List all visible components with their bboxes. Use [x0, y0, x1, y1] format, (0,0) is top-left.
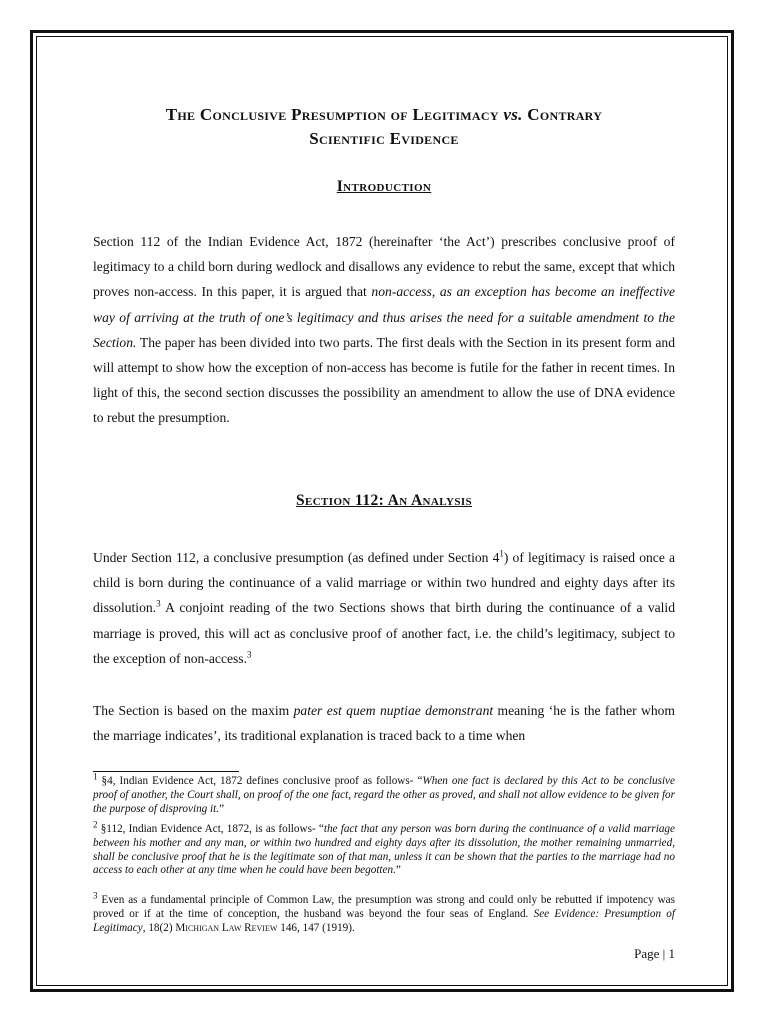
title-line2: Scientific Evidence: [309, 129, 459, 148]
s112-text-b: ) of legitimacy is raised once a child is born during the continuance of a valid marriage or within two hundred and eighty days after its dissolution.: [93, 550, 675, 616]
intro-text-a: Section 112 of the Indian Evidence Act, 1872 (hereinafter ‘the Act’) prescribes conclusive proof of legitimacy to a child born during wedlock and disallows any evidence to rebut the same, except that which proves non-access. In this paper, it is argued that: [93, 234, 675, 300]
s112-p2-text-b: meaning ‘he is the father whom the marriage indicates’, its traditional explanation is traced back to a time when: [93, 703, 676, 744]
s112-text-a: Under Section 112, a conclusive presumption (as defined under Section 4: [93, 550, 500, 565]
section112-paragraph-1: [93, 545, 675, 671]
title-line1-end: Contrary: [527, 105, 603, 124]
footnote-1-mark: 1: [93, 771, 98, 782]
section112-heading: Section 112: An Analysis: [295, 492, 473, 509]
footnote-3-citation-title: See Evidence: Presumption of Legitimacy: [93, 907, 675, 934]
latin-maxim: pater est quem nuptiae demonstrant: [293, 703, 494, 718]
footnote-divider: [93, 771, 239, 772]
footnote-1: [93, 771, 675, 816]
section112-paragraph-2: [93, 698, 675, 748]
footnote-ref-3[interactable]: 3: [247, 649, 252, 660]
s112-text-c: A conjoint reading of the two Sections shows that birth during the continuance of a valid marriage is proved, this will act as conclusive proof of another fact, i.e. the child’s legitimacy, subject to the exception of non-access.: [93, 600, 675, 666]
footnote-1-quote: When one fact is declared by this Act to be conclusive proof of another, the Court shall, on proof of the one fact, regard the other as proved, and shall not allow evidence to be given for the purpose of disproving it.: [93, 775, 675, 815]
paper-title: [60, 103, 708, 151]
page-number: Page | 1: [634, 946, 675, 961]
footnote-2-quote: the fact that any person was born during the continuance of a valid marriage between his mother and any man, or within two hundred and eighty days after its dissolution, the mother remaining unmarried, shall be conclusive proof that he is the legitimate son of that man, unless it can be shown that the parties to the marriage had no access to each other at any time when he could have been begotten.: [93, 823, 675, 877]
footnote-3: [93, 890, 675, 935]
footnote-ref-2[interactable]: 3: [156, 598, 161, 609]
intro-text-italic: non-access, as an exception has become an ineffective way of arriving at the truth of one’s legitimacy and thus arises the need for a suitable amendment to the Section.: [93, 284, 676, 350]
title-line1-main: The Conclusive Presumption of Legitimacy: [165, 105, 499, 124]
footnote-3-mark: 3: [93, 890, 98, 901]
footnote-2-mark: 2: [93, 819, 98, 830]
footnote-2-end: ”: [395, 864, 401, 877]
title-vs: vs.: [503, 105, 523, 124]
introduction-paragraph: [93, 229, 675, 431]
footnote-3-volume: , 18(2): [142, 921, 176, 934]
footnote-3-pages: 146, 147 (1919).: [277, 921, 355, 934]
footnote-1-text: §4, Indian Evidence Act, 1872 defines conclusive proof as follows- “: [97, 775, 423, 787]
intro-text-b: The paper has been divided into two parts. The first deals with the Section in its present form and will attempt to show how the exception of non-access has become is futile for the father in recent times. In light of this, the second section discusses the possibility an amendment to allow the use of DNA evidence to rebut the presumption.: [93, 334, 675, 426]
footnote-3-text: Even as a fundamental principle of Common Law, the presumption was strong and could only be rebutted if impotency was proved or if at the time of conception, the husband was beyond the four seas of England.: [93, 894, 675, 920]
footnote-3-journal: Michigan Law Review: [175, 921, 278, 934]
footnote-2-text: §112, Indian Evidence Act, 1872, is as follows- “: [97, 823, 324, 835]
footnote-ref-1[interactable]: 1: [499, 548, 504, 559]
s112-p2-text-a: The Section is based on the maxim: [93, 703, 294, 718]
footnote-1-end: ”: [219, 802, 225, 815]
footnote-2: [93, 819, 675, 878]
introduction-heading: Introduction: [336, 178, 432, 195]
